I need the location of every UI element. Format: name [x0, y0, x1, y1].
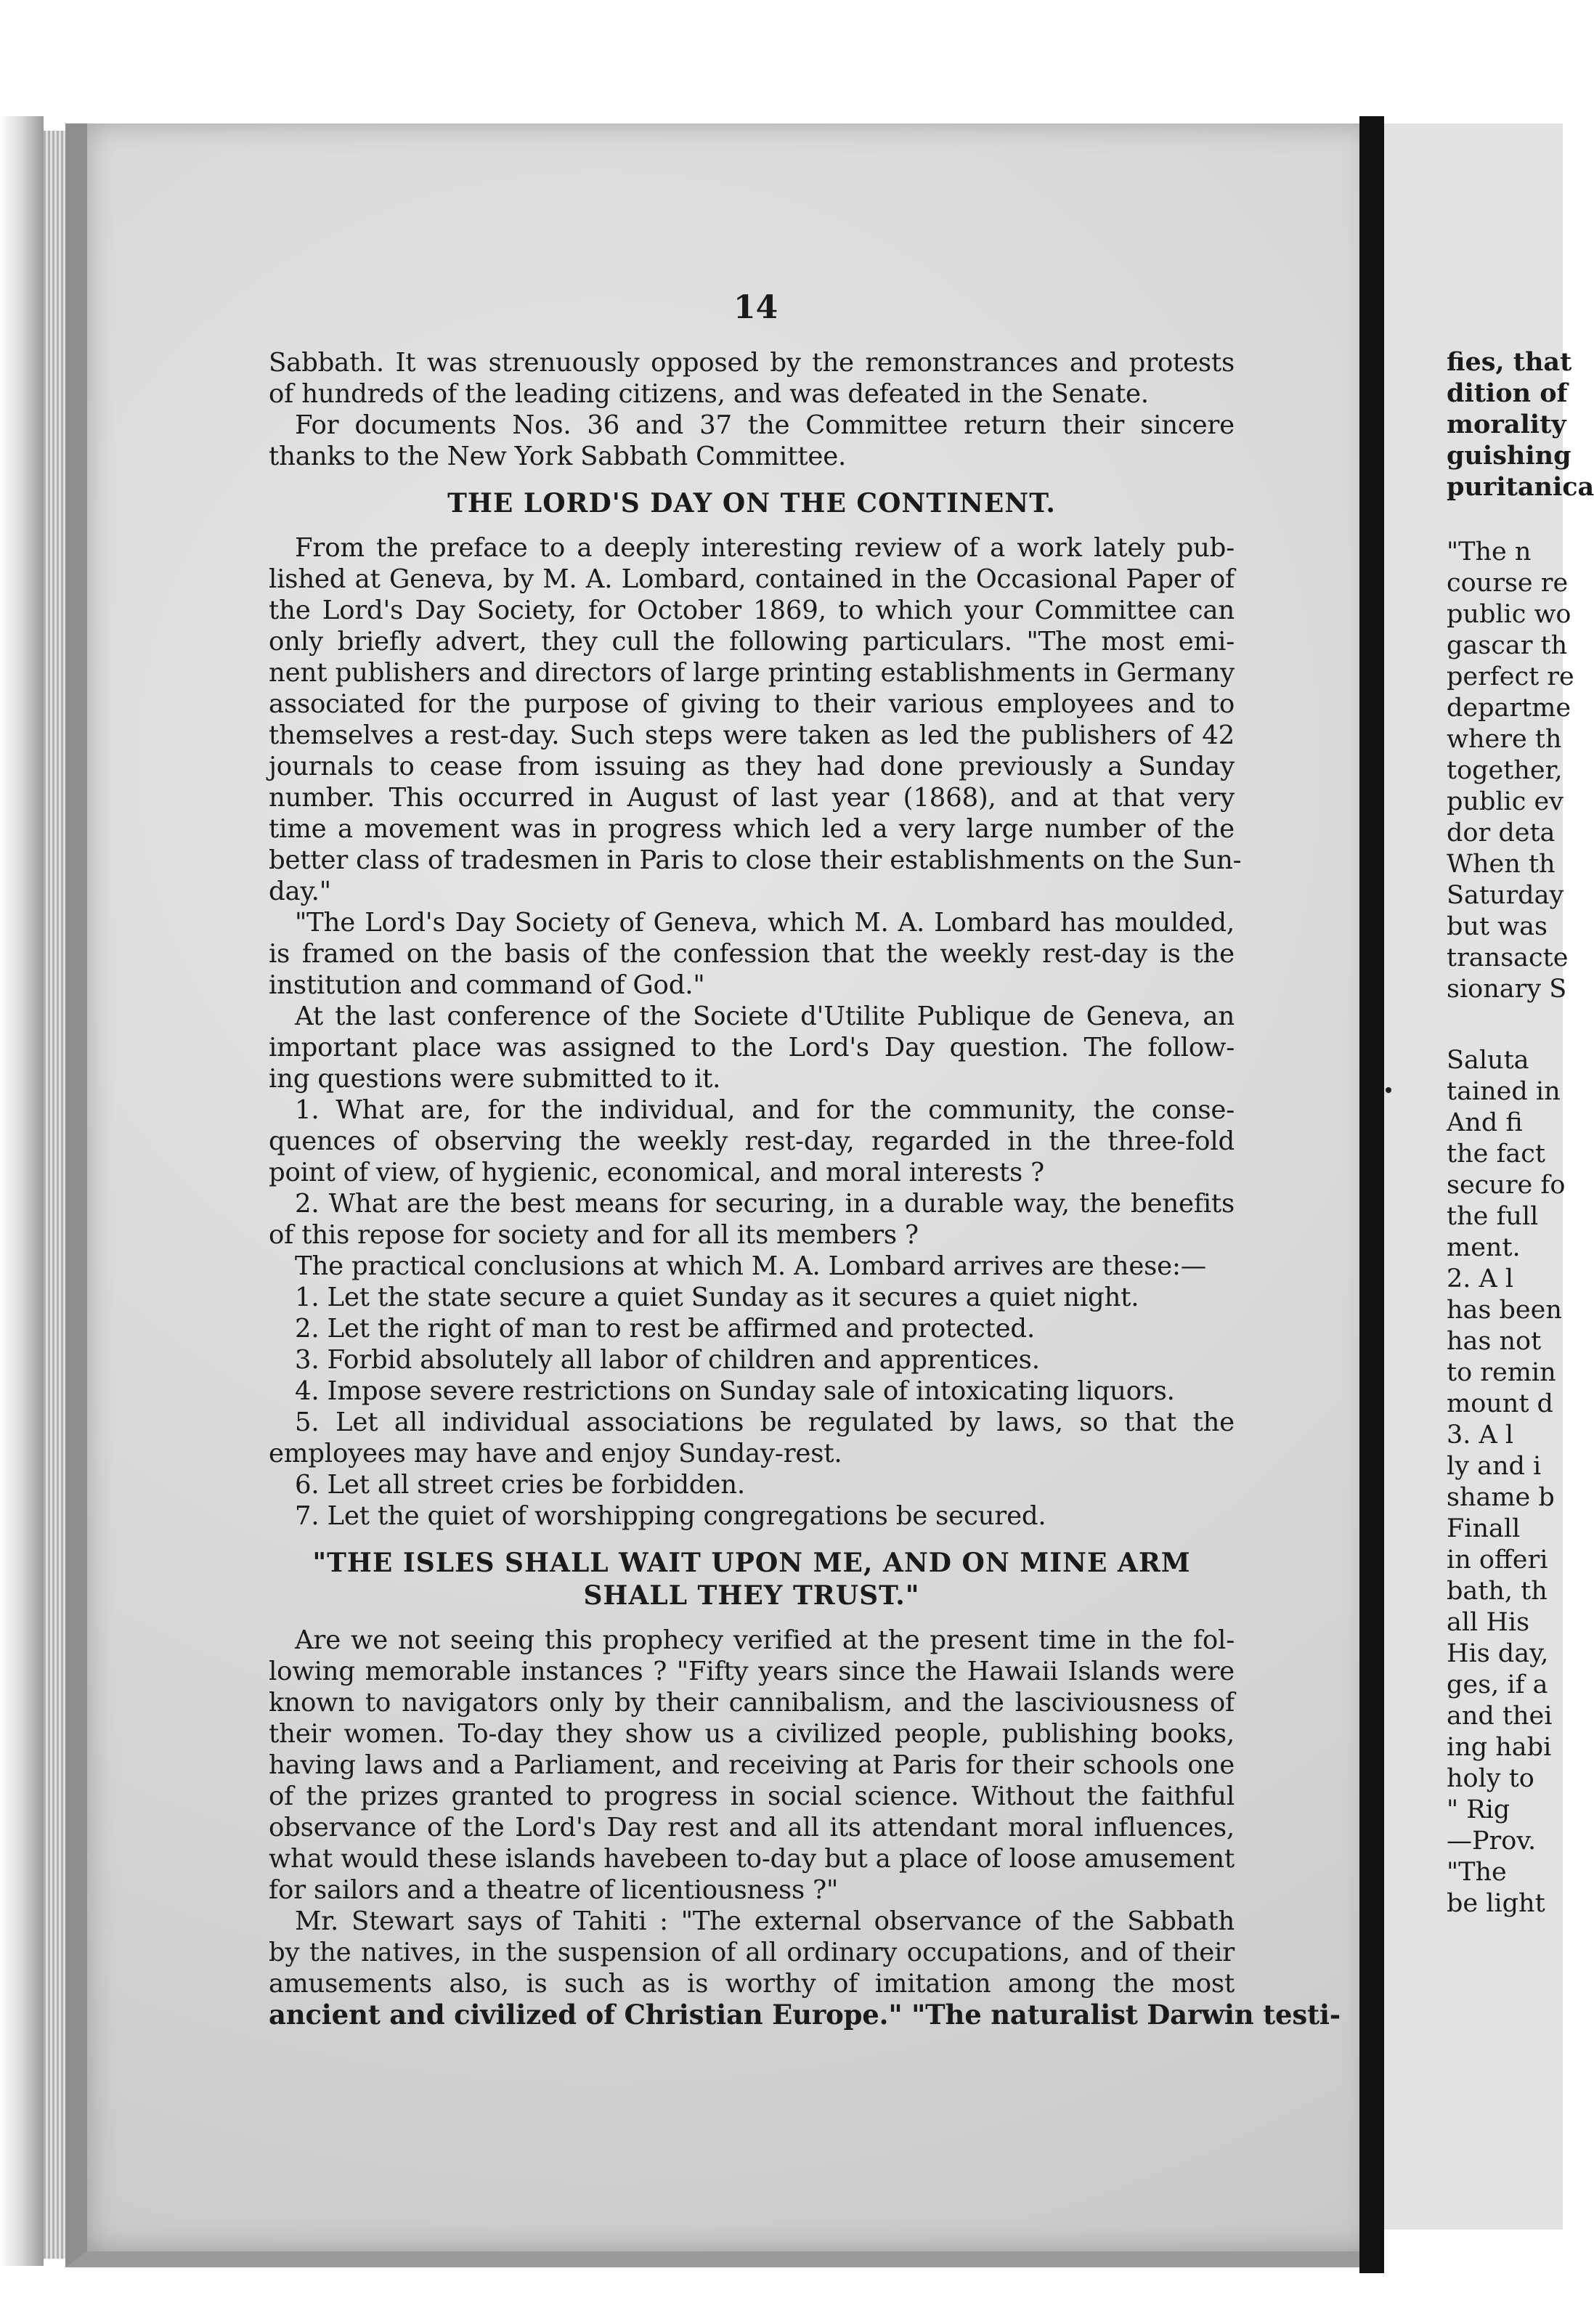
text-line: journals to cease from issuing as they had done previously a Sunday — [269, 752, 1235, 781]
facing-page-line: holy to — [1447, 1764, 1534, 1793]
ink-speck — [1386, 1087, 1391, 1093]
text-line: known to navigators only by their cannibalism, and the lasciviousness of — [269, 1688, 1235, 1718]
text-line: is framed on the basis of the confession that the weekly rest-day is the — [269, 939, 1235, 969]
facing-page-line: tained in — [1447, 1077, 1561, 1106]
facing-page-line: ges, if a — [1447, 1670, 1548, 1699]
text-line: 7. Let the quiet of worshipping congregations be secured. — [295, 1501, 1046, 1531]
facing-page-line: morality — [1447, 410, 1566, 439]
facing-page-line: gascar th — [1447, 631, 1568, 660]
facing-page-line: "The n — [1447, 537, 1532, 566]
facing-page-line: sionary S — [1447, 975, 1567, 1004]
section-heading: "THE ISLES SHALL WAIT UPON ME, AND ON MINE ARM — [312, 1548, 1191, 1578]
section-heading: THE LORD'S DAY ON THE CONTINENT. — [447, 488, 1056, 519]
text-line: The practical conclusions at which M. A. Lombard arrives are these:— — [295, 1251, 1207, 1281]
text-line: of the prizes granted to progress in social science. Without the faithful — [269, 1781, 1235, 1811]
text-line: time a movement was in progress which led a very large number of the — [269, 814, 1235, 844]
facing-page-line: to remin — [1447, 1358, 1556, 1387]
text-line: having laws and a Parliament, and receiving at Paris for their schools one — [269, 1750, 1235, 1780]
facing-page-line: Finall — [1447, 1514, 1521, 1543]
text-line: day." — [269, 877, 331, 906]
text-line: "The Lord's Day Society of Geneva, which M. A. Lombard has moulded, — [295, 908, 1235, 938]
book-gutter — [1359, 116, 1384, 2295]
facing-page-line: bath, th — [1447, 1577, 1548, 1606]
facing-page-line: shame b — [1447, 1483, 1555, 1512]
facing-page-line: ment. — [1447, 1233, 1521, 1262]
facing-page-line: where th — [1447, 725, 1562, 754]
text-line: 4. Impose severe restrictions on Sunday sale of intoxicating liquors. — [295, 1376, 1175, 1406]
text-line: 1. Let the state secure a quiet Sunday as it secures a quiet night. — [295, 1283, 1139, 1312]
text-line: of this repose for society and for all its members ? — [269, 1220, 919, 1250]
facing-page-line: together, — [1447, 756, 1563, 785]
facing-page-line: dor deta — [1447, 818, 1556, 848]
text-line: 5. Let all individual associations be regulated by laws, so that the — [295, 1407, 1235, 1437]
text-line: point of view, of hygienic, economical, and moral interests ? — [269, 1158, 1044, 1187]
facing-page-line: guishing — [1447, 441, 1571, 471]
spacer — [269, 1532, 1235, 1548]
facing-page-line: transacte — [1447, 943, 1569, 972]
text-line: lished at Geneva, by M. A. Lombard, contained in the Occasional Paper of — [269, 564, 1235, 594]
facing-page-line: has been — [1447, 1296, 1562, 1325]
text-line: At the last conference of the Societe d'Utilite Publique de Geneva, an — [295, 1001, 1235, 1031]
text-line: ancient and civilized of Christian Europe." "The naturalist Darwin testi- — [269, 1999, 1341, 2031]
text-line: by the natives, in the suspension of all ordinary occupations, and of their — [269, 1938, 1235, 1967]
facing-page-line: fies, that — [1447, 347, 1572, 377]
text-line: associated for the purpose of giving to their various employees and to — [269, 689, 1235, 719]
facing-page-line: 3. A l — [1447, 1421, 1514, 1450]
text-line: From the preface to a deeply interesting review of a work lately pub- — [295, 533, 1235, 563]
text-line: number. This occurred in August of last year (1868), and at that very — [269, 783, 1235, 813]
facing-page-line: mount d — [1447, 1389, 1553, 1418]
text-line: institution and command of God." — [269, 970, 705, 1000]
text-line: for sailors and a theatre of licentiousness ?" — [269, 1875, 839, 1905]
top-margin — [0, 0, 1563, 116]
text-line: observance of the Lord's Day rest and all its attendant moral influences, — [269, 1813, 1235, 1842]
spacer — [269, 472, 1235, 488]
text-line: thanks to the New York Sabbath Committee. — [269, 442, 847, 471]
facing-page-line: and thei — [1447, 1702, 1553, 1731]
bottom-margin — [0, 2273, 1563, 2324]
text-line: 1. What are, for the individual, and for the community, the conse- — [295, 1095, 1235, 1125]
text-line: better class of tradesmen in Paris to close their establishments on the Sun- — [269, 845, 1242, 875]
text-line: 2. What are the best means for securing, in a durable way, the benefits — [295, 1189, 1235, 1219]
facing-page-line: course re — [1447, 569, 1569, 598]
facing-page-line: " Rig — [1447, 1795, 1510, 1824]
text-line: Mr. Stewart says of Tahiti : "The external observance of the Sabbath — [295, 1906, 1235, 1936]
facing-page-line: —Prov. — [1447, 1827, 1537, 1856]
section-heading: SHALL THEY TRUST." — [583, 1580, 920, 1611]
facing-page-line: puritanica — [1447, 472, 1594, 502]
facing-page-line: public wo — [1447, 600, 1571, 629]
text-line: Sabbath. It was strenuously opposed by the remonstrances and protests — [269, 348, 1235, 378]
facing-page-line: Saturday — [1447, 881, 1564, 910]
text-line: amusements also, is such as is worthy of imitation among the most — [269, 1969, 1235, 1999]
facing-page-line: all His — [1447, 1608, 1530, 1637]
facing-page-line: departme — [1447, 694, 1571, 723]
text-line: 6. Let all street cries be forbidden. — [295, 1470, 745, 1500]
text-line: their women. To-day they show us a civilized people, publishing books, — [269, 1719, 1235, 1749]
facing-page-line: Saluta — [1447, 1046, 1529, 1075]
facing-page-line: has not — [1447, 1327, 1542, 1356]
left-film-edge — [0, 116, 44, 2266]
page-number: 14 — [733, 289, 778, 326]
text-line: what would these islands havebeen to-day but a place of loose amusement — [269, 1844, 1235, 1874]
facing-page-line: ing habi — [1447, 1733, 1552, 1762]
text-line: themselves a rest-day. Such steps were taken as led the publishers of 42 — [269, 720, 1235, 750]
facing-page-line: dition of — [1447, 378, 1568, 408]
spacer — [269, 1613, 1235, 1625]
facing-page-line: the fact — [1447, 1139, 1545, 1169]
facing-page-line: "The — [1447, 1858, 1507, 1887]
facing-page-line: the full — [1447, 1202, 1539, 1231]
facing-page-line: in offeri — [1447, 1545, 1548, 1575]
main-text-block — [269, 347, 1341, 2031]
facing-page-line: be light — [1447, 1889, 1545, 1918]
text-line: 3. Forbid absolutely all labor of children and apprentices. — [295, 1345, 1040, 1375]
facing-page-line: but was — [1447, 912, 1548, 941]
facing-page-line: When th — [1447, 850, 1556, 879]
text-line: 2. Let the right of man to rest be affirmed and protected. — [295, 1314, 1036, 1344]
text-line: For documents Nos. 36 and 37 the Committee return their sincere — [295, 410, 1235, 440]
text-line: the Lord's Day Society, for October 1869, to which your Committee can — [269, 596, 1235, 625]
text-line: only briefly advert, they cull the following particulars. "The most emi- — [269, 627, 1235, 657]
text-line: Are we not seeing this prophecy verified at the present time in the fol- — [295, 1625, 1235, 1655]
facing-page-line: His day, — [1447, 1639, 1549, 1668]
facing-page-line: ly and i — [1447, 1452, 1542, 1481]
text-line: nent publishers and directors of large printing establishments in Germany — [269, 658, 1235, 688]
text-line: quences of observing the weekly rest-day, regarded in the three-fold — [269, 1126, 1235, 1156]
facing-page-line: 2. A l — [1447, 1264, 1514, 1293]
text-line: lowing memorable instances ? "Fifty years since the Hawaii Islands were — [269, 1657, 1235, 1686]
facing-page-line: public ev — [1447, 787, 1563, 816]
facing-page-line: And fi — [1447, 1108, 1523, 1137]
text-line: employees may have and enjoy Sunday-rest. — [269, 1439, 842, 1468]
text-line: ing questions were submitted to it. — [269, 1064, 721, 1094]
text-line: of hundreds of the leading citizens, and was defeated in the Senate. — [269, 379, 1149, 409]
text-line: important place was assigned to the Lord's Day question. The follow- — [269, 1033, 1235, 1063]
facing-page-line: perfect re — [1447, 662, 1574, 691]
facing-page-line: secure fo — [1447, 1171, 1566, 1200]
spacer — [269, 521, 1235, 532]
